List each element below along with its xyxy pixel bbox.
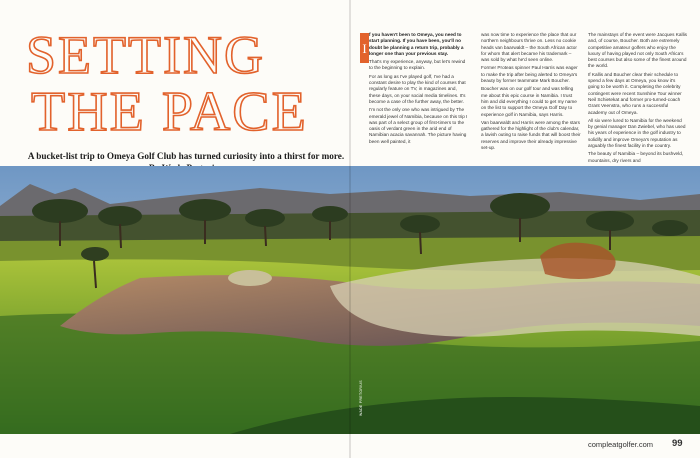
- body-paragraph: For as long as I've played golf, I've had a constant desire to play the kind of courses that regularly feature on TV, in magazines and, these days, on your social media timelines. It's become a case of the further away, the better.: [369, 73, 466, 104]
- body-column-1: [369, 32, 469, 147]
- body-paragraph: The mainstays of the event were Jacques Kallis and, of course, Boucher. Both are extremely competitive amateur golfers who enjoy the luxury of having played not only South Africa's best courses but also some of the finest around the world.: [588, 32, 688, 69]
- body-paragraph: I'm not the only one who was intrigued by The emerald jewel of Namibia, because on this trip I was part of a select group of first-timers to the oasis of verdant green in the arid end of Namibian acacia savannah. The picture having been well painted, it: [369, 107, 468, 144]
- page-number: 99: [672, 438, 683, 449]
- body-paragraph: Van baarwaldt and Harris were among the stars gathered for the highlight of the club's calendar, a lavish outing to raise funds that will boost their reserves and improve their already impressive set-up.: [481, 119, 581, 151]
- body-paragraph: was now time to experience the place that our northern neighbours thrive on. Less no cookie heads van baarwaldt – the South African actor for whom that alert became his trademark – was sold by what he'd seen online.: [481, 32, 577, 63]
- body-column-2: [481, 32, 581, 153]
- headline-line-1: SETTING: [26, 25, 265, 85]
- page-gutter: [349, 0, 351, 458]
- body-paragraph: If Kallis and Boucher clear their schedule to spend a few days at Omeya, you know it's going to be worth it. Completing the celebrity contingent were recent Sunshine Tour winner Neil Schietekat and former pro-turned-coach Grant Veenstra, who runs a successful academy out of Omeya.: [588, 71, 682, 115]
- drop-cap-letter: I: [362, 41, 367, 56]
- headline-line-2: THE PACE: [31, 81, 308, 143]
- body-paragraph: That's my experience, anyway, but let's rewind to the beginning to explain.: [369, 59, 466, 71]
- body-column-3: [588, 32, 688, 166]
- photo-credit: WADE PRETORIUS: [359, 380, 363, 416]
- drop-cap: [360, 33, 369, 63]
- body-paragraph: Former Proteas spinner Paul Harris was eager to make the trip after being alerted to Omeya's beauty by former teammate Mark Boucher.: [481, 65, 578, 84]
- footer-url: compleatgolfer.com: [588, 440, 654, 449]
- lead-paragraph: f you haven't been to Omeya, you need to start planning. If you have been, you'll no doubt be planning a return trip, probably a longer one than your previous stay.: [369, 32, 464, 56]
- body-paragraph: Boucher was on our golf tour and was telling me about this epic course in Namibia. I trust him and did everything I could to get my name on the list to support the Omeya Golf Day to experience golf in Namibia, says Harris.: [481, 86, 577, 117]
- body-paragraph: All six were lured to Namibia for the weekend by genial manager Dan Zwiebel, who has used his years of experience in the golf industry to solidify and improve Omeya's reputation as arguably the finest facility in the country.: [588, 117, 686, 149]
- standfirst: A bucket-list trip to Omeya Golf Club has turned curiosity into a thirst for more.: [27, 151, 345, 161]
- body-paragraph: The beauty of Namibia – beyond its bushveld, mountains, dry rivers and: [588, 151, 684, 163]
